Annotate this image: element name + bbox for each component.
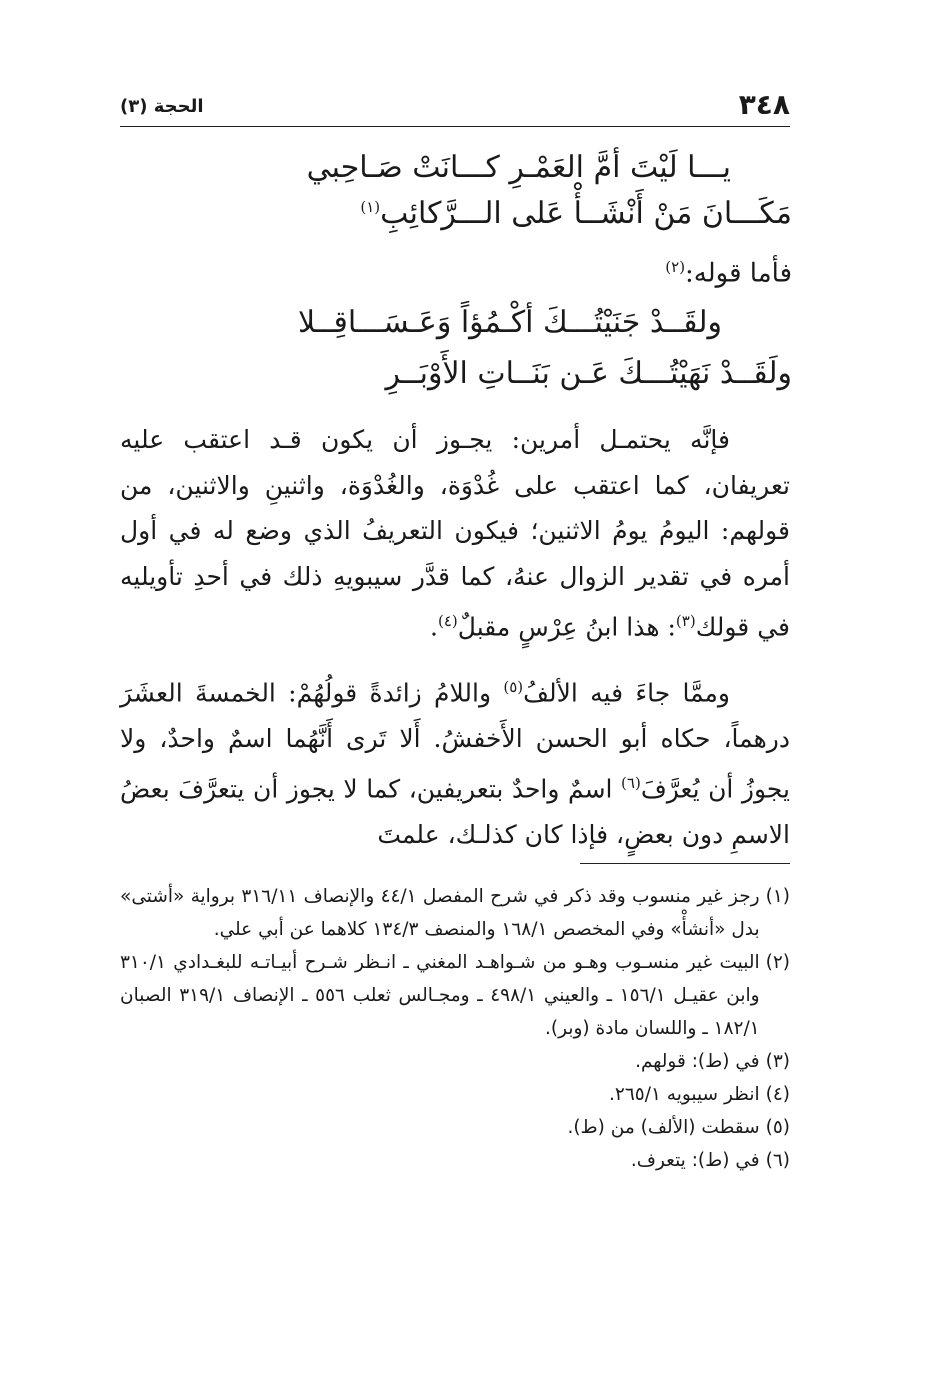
- paragraph-1-text-a: فإنَّه يحتمـل أمرين: يجـوز أن يكون قـد اعتقب عليه تعريفان، كما اعتقب على غُدْوَة، والغُدْوَة، واثنينِ والاثنين، من قولهم: اليومُ يومُ الاثنين؛ فيكون التعريفُ الذي وضع له في أول أمره في تقدير الزوال عنهُ، كما قدَّر سيبويهِ ذلك في أحدِ تأويليه في قولك: [120, 425, 790, 642]
- footnote-ref-1: (١): [360, 198, 381, 216]
- footnote-5: [120, 1111, 790, 1144]
- footnote-text: انظر سيبويه ٢٦٥/١.: [609, 1084, 760, 1105]
- footnote-text: البيت غير منسـوب وهـو من شـواهـد المغني ـ انـظر شـرح أبيـاتـه للبغـدادي ٣١٠/١ وابن عقيـل ١٥٦/١ ـ والعيني ٤٩٨/١ ـ ومجـالس ثعلب ٥٥٦ ـ الإنصاف ٣١٩/١ الصبان ١٨٢/١ ـ واللسان مادة (وبر).: [120, 952, 760, 1039]
- footnote-2: [120, 946, 790, 1045]
- footnote-text: سقطت (الألف) من (ط).: [567, 1117, 760, 1138]
- footnote-1: [120, 880, 790, 946]
- footnote-number: (١): [765, 886, 790, 907]
- footnote-text: رجز غير منسوب وقد ذكر في شرح المفصل ٤٤/١ والإنصاف ٣١٦/١١ برواية «أشتى» بدل «أنشأْ» وفي المخصص ١٦٨/١ والمنصف ١٣٤/٣ كلاهما عن أبي علي.: [120, 886, 760, 940]
- footnote-text: في (ط): قولهم.: [635, 1051, 760, 1072]
- footnote-6: [120, 1144, 790, 1177]
- verse-1-line-1: يـــا لَيْتَ أمَّ العَمْـرِ كـــانَتْ صَـاحِبي: [306, 150, 731, 185]
- page-header: [120, 86, 790, 127]
- paragraph-2-text-a: وممَّا جاءَ فيه الألفُ: [523, 678, 730, 708]
- footnote-divider: [580, 863, 790, 864]
- paragraph-2-text-c: اسمٌ واحدٌ بتعريفين، كما لا يجوز أن يتعرَّفَ بعضُ الاسمِ دون بعضٍ، فإذا كان كذلـك، علمتَ: [120, 774, 790, 850]
- footnote-number: (٦): [765, 1150, 790, 1171]
- footnote-text: في (ط): يتعرف.: [630, 1150, 760, 1171]
- paragraph-1: [120, 417, 790, 650]
- footnote-ref-5: (٥): [503, 678, 524, 696]
- page-number: ٣٤٨: [738, 88, 790, 121]
- paragraph-1-text-b: : هذا ابنُ عِرْسٍ مقبلٌ: [457, 612, 676, 642]
- footnote-ref-3: (٣): [675, 612, 696, 630]
- verse-1-line-2-text: مَكَـــانَ مَنْ أَنْشَــأْ عَلى الـــرَّكائِبِ: [380, 196, 792, 231]
- lead-text-body: فأما قوله:: [685, 258, 792, 289]
- paragraph-1-text-c: .: [430, 612, 438, 642]
- footnotes: [120, 880, 790, 1177]
- lead-text: [665, 258, 792, 289]
- footnote-number: (٥): [765, 1117, 790, 1138]
- running-title: الحجة (٣): [120, 96, 204, 117]
- footnote-number: (٢): [765, 952, 790, 973]
- paragraph-2-text-b: واللامُ زائدةً قولُهُمْ: الخمسةَ العشَرَ درهماً، حكاه أبو الحسن الأَخفشُ. أَلا تَرى أَنَّهُما اسمٌ واحدٌ، ولا يجوزُ أن يُعرَّفَ: [120, 678, 790, 804]
- footnote-3: [120, 1045, 790, 1078]
- footnote-4: [120, 1078, 790, 1111]
- footnote-ref-6: (٦): [621, 774, 641, 793]
- paragraph-2: [120, 665, 790, 858]
- footnote-number: (٤): [765, 1084, 790, 1105]
- verse-2-line-1: ولقَــدْ جَنَيْتُـــكَ أكْـمُؤاً وَعَـسَـــاقِــلا: [298, 305, 722, 340]
- verse-1-line-2: [360, 196, 792, 231]
- footnote-ref-4: (٤): [438, 612, 458, 630]
- footnote-ref-2: (٢): [665, 258, 686, 276]
- verse-2-line-2: ولَقَــدْ نَهَيْتُـــكَ عَـن بَنَــاتِ الأَوْبَــرِ: [385, 356, 792, 391]
- footnote-number: (٣): [765, 1051, 790, 1072]
